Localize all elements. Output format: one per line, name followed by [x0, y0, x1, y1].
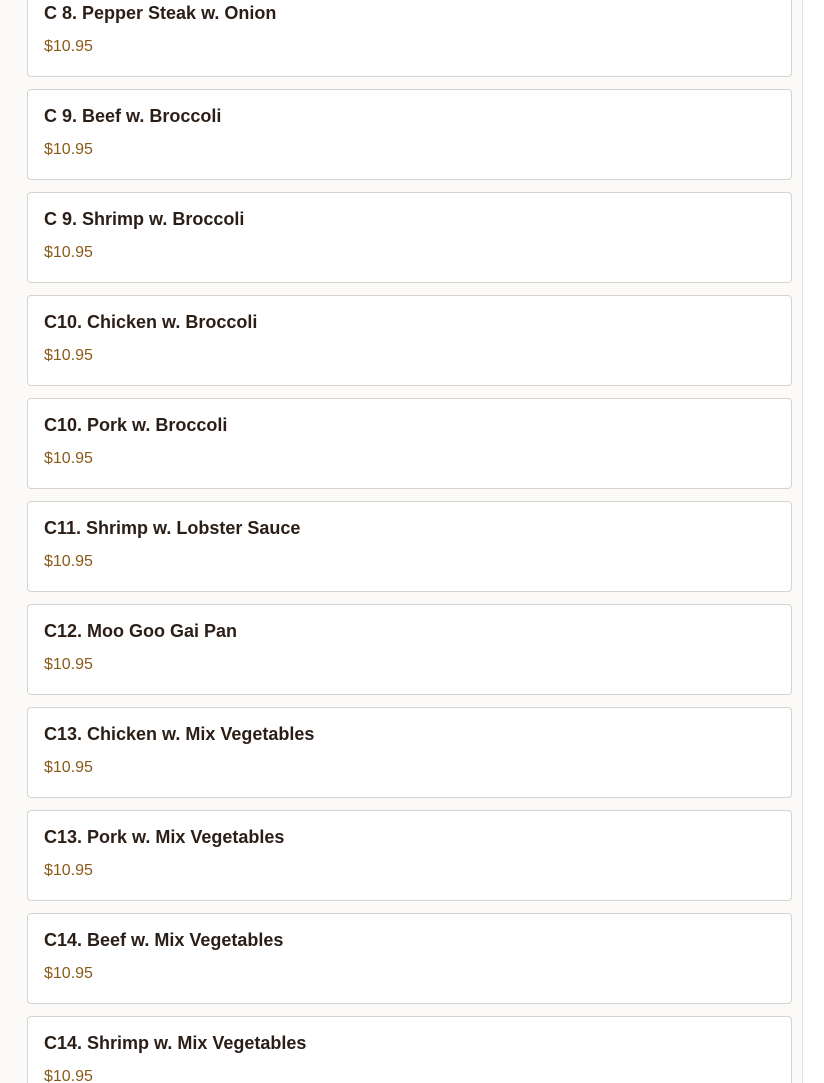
menu-item-name: C11. Shrimp w. Lobster Sauce [44, 518, 301, 538]
menu-item-price: $10.95 [44, 759, 93, 776]
menu-item-card[interactable] [27, 810, 792, 901]
menu-item-price: $10.95 [44, 347, 93, 364]
menu-item-name: C10. Chicken w. Broccoli [44, 312, 258, 332]
menu-item-card[interactable] [27, 1016, 792, 1083]
menu-item-name: C 9. Beef w. Broccoli [44, 106, 222, 126]
menu-item-card[interactable] [27, 913, 792, 1004]
menu-item-name: C10. Pork w. Broccoli [44, 415, 228, 435]
menu-item-name: C14. Beef w. Mix Vegetables [44, 930, 284, 950]
menu-item-price: $10.95 [44, 965, 93, 982]
menu-item-price: $10.95 [44, 656, 93, 673]
menu-item-price: $10.95 [44, 1068, 93, 1083]
menu-item-name: C13. Chicken w. Mix Vegetables [44, 724, 315, 744]
menu-item-price: $10.95 [44, 38, 93, 55]
menu-item-price: $10.95 [44, 553, 93, 570]
menu-item-card[interactable] [27, 0, 792, 77]
menu-item-list [27, 0, 792, 1083]
menu-item-price: $10.95 [44, 141, 93, 158]
menu-item-name: C 9. Shrimp w. Broccoli [44, 209, 245, 229]
menu-item-card[interactable] [27, 604, 792, 695]
menu-item-price: $10.95 [44, 862, 93, 879]
menu-item-name: C 8. Pepper Steak w. Onion [44, 3, 277, 23]
menu-item-name: C13. Pork w. Mix Vegetables [44, 827, 285, 847]
menu-item-card[interactable] [27, 501, 792, 592]
menu-item-price: $10.95 [44, 450, 93, 467]
menu-item-name: C12. Moo Goo Gai Pan [44, 621, 238, 641]
menu-item-card[interactable] [27, 707, 792, 798]
menu-item-card[interactable] [27, 295, 792, 386]
menu-item-card[interactable] [27, 398, 792, 489]
menu-item-card[interactable] [27, 89, 792, 180]
menu-item-name: C14. Shrimp w. Mix Vegetables [44, 1033, 307, 1053]
menu-item-card[interactable] [27, 192, 792, 283]
menu-item-price: $10.95 [44, 244, 93, 261]
